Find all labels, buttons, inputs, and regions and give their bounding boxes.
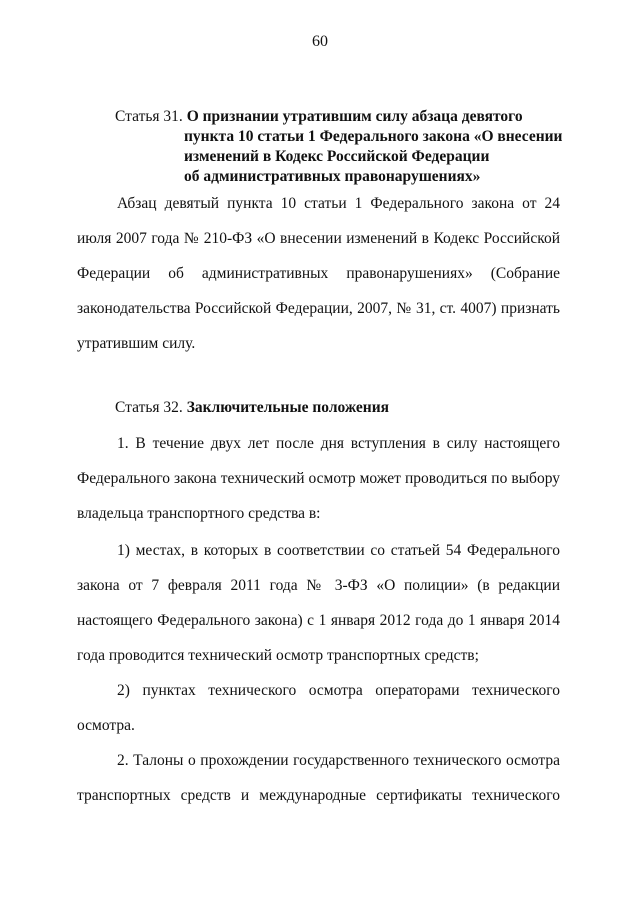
article-31-title-line-2: пункта 10 статьи 1 Федерального закона «О внесении xyxy=(184,128,563,145)
article-32-heading xyxy=(115,398,389,418)
page-number: 60 xyxy=(312,33,328,50)
article-31-heading xyxy=(115,107,563,185)
article-32-paragraph-3: 2) пунктах технического осмотра операторами технического осмотра. xyxy=(77,682,560,734)
article-31-body: Абзац девятый пункта 10 статьи 1 Федерального закона от 24 июля 2007 года № 210-ФЗ «О внесении изменений в Кодекс Российской Федерации об административных правонарушениях» (Собрание законодательства Российской Федерации, 2007, № 31, ст. 4007) признать утратившим силу. xyxy=(77,195,560,352)
article-32-paragraph-1: 1. В течение двух лет после дня вступления в силу настоящего Федерального закона технический осмотр может проводиться по выбору владельца транспортного средства в: xyxy=(77,435,560,522)
article-31-title-line-3: изменений в Кодекс Российской Федерации xyxy=(184,148,490,165)
article-32-title: Заключительные положения xyxy=(186,399,390,416)
article-31-title-line-1: О признании утратившим силу абзаца девятого xyxy=(186,108,523,125)
article-32-paragraph-4: 2. Талоны о прохождении государственного технического осмотра транспортных средств и международные сертификаты технического xyxy=(77,752,560,804)
article-31-label: Статья 31. xyxy=(115,108,183,125)
article-32-label: Статья 32. xyxy=(115,399,183,416)
article-32-paragraph-2: 1) местах, в которых в соответствии со статьей 54 Федерального закона от 7 февраля 2011 года № 3-ФЗ «О полиции» (в редакции настоящего Федерального закона) с 1 января 2012 года до 1 января 2014 года проводится технический осмотр транспортных средств; xyxy=(77,542,560,664)
article-31-title-line-4: об административных правонарушениях» xyxy=(184,168,481,185)
